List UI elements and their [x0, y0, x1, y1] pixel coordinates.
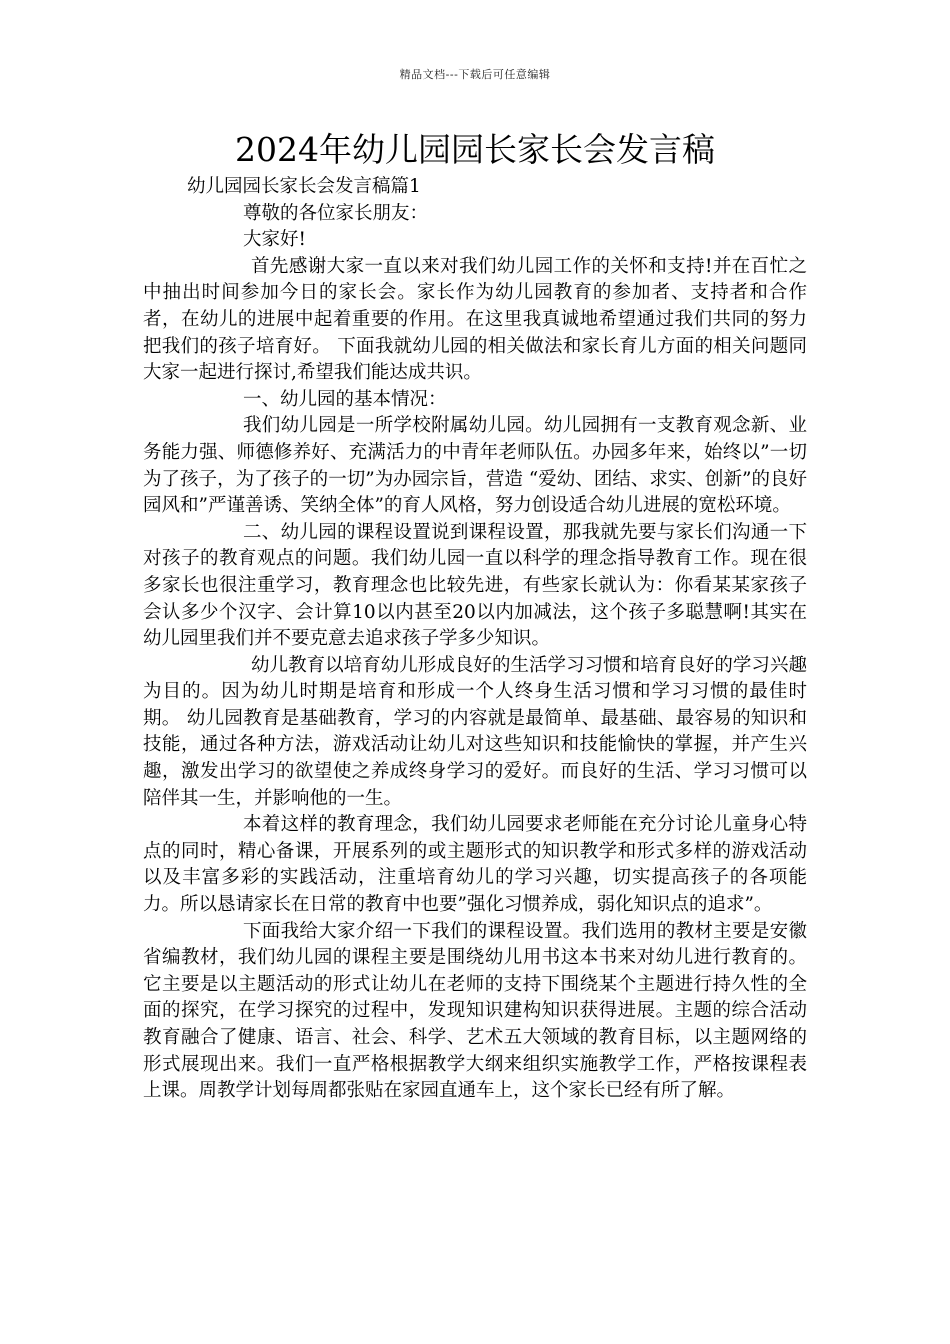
paragraph-intro: 首先感谢大家一直以来对我们幼儿园工作的关怀和支持!并在百忙之中抽出时间参加今日的家长会。家长作为幼儿园教育的参加者、支持者和合作者，在幼儿的进展中起着重要的作用。在这里我真诚地希望通过我们共同的努力把我们的孩子培育好。 下面我就幼儿园的相关做法和家长育儿方面的相关问题同大家一起进行探讨,希望我们能达成共识。 — [143, 255, 807, 384]
paragraph-education-goal: 幼儿教育以培育幼儿形成良好的生活学习习惯和培育良好的学习兴趣为目的。因为幼儿时期是培育和形成一个人终身生活习惯和学习习惯的最佳时期。 幼儿园教育是基础教育，学习的内容就是最简单、最基础、最容易的知识和技能，通过各种方法，游戏活动让幼儿对这些知识和技能愉快的掌握，并产生兴趣，激发出学习的欲望使之养成终身学习的爱好。而良好的生活、学习习惯可以陪伴其一生，并影响他的一生。 — [143, 654, 807, 809]
section-heading-basic-info: 一、幼儿园的基本情况： — [243, 388, 447, 410]
header-note: 精品文档---下载后可任意编辑 — [399, 68, 551, 81]
greeting: 大家好! — [243, 229, 306, 251]
paragraph-course-setup: 下面我给大家介绍一下我们的课程设置。我们选用的教材主要是安徽省编教材，我们幼儿园的课程主要是围绕幼儿用书这本书来对幼儿进行教育的。它主要是以主题活动的形式让幼儿在老师的支持下围绕某个主题进行持久性的全面的探究，在学习探究的过程中，发现知识建构知识获得进展。主题的综合活动教育融合了健康、语言、社会、科学、艺术五大领域的教育目标，以主题网络的形式展现出来。我们一直严格根据教学大纲来组织实施教学工作，严格按课程表上课。周教学计划每周都张贴在家园直通车上，这个家长已经有所了解。 — [143, 920, 807, 1102]
document-body — [143, 174, 807, 1105]
document-title: 2024年幼儿园园长家长会发言稿 — [235, 130, 715, 169]
paragraph-curriculum: 二、幼儿园的课程设置说到课程设置，那我就先要与家长们沟通一下对孩子的教育观点的问题。我们幼儿园一直以科学的理念指导教育工作。现在很多家长也很注重学习，教育理念也比较先进，有些家长就认为：你看某某家孩子会认多少个汉字、会计算10以内甚至20以内加减法，这个孩子多聪慧啊!其实在幼儿园里我们并不要克意去追求孩子学多少知识。 — [143, 521, 807, 650]
paragraph-education-philosophy: 本着这样的教育理念，我们幼儿园要求老师能在充分讨论儿童身心特点的同时，精心备课，开展系列的或主题形式的知识教学和形式多样的游戏活动以及丰富多彩的实践活动，注重培育幼儿的学习兴趣，切实提高孩子的各项能力。所以恳请家长在日常的教育中也要”强化习惯养成，弱化知识点的追求”。 — [143, 814, 807, 916]
salutation: 尊敬的各位家长朋友： — [243, 202, 429, 224]
document-subtitle: 幼儿园园长家长会发言稿篇1 — [187, 176, 421, 197]
paragraph-basic-info: 我们幼儿园是一所学校附属幼儿园。幼儿园拥有一支教育观念新、业务能力强、师德修养好、充满活力的中青年老师队伍。办园多年来，始终以”一切为了孩子，为了孩子的一切”为办园宗旨，营造 “爱幼、团结、求实、创新”的良好园风和”严谨善诱、笑纳全体”的育人风格，努力创设适合幼儿进展的宽松环境。 — [143, 415, 807, 517]
